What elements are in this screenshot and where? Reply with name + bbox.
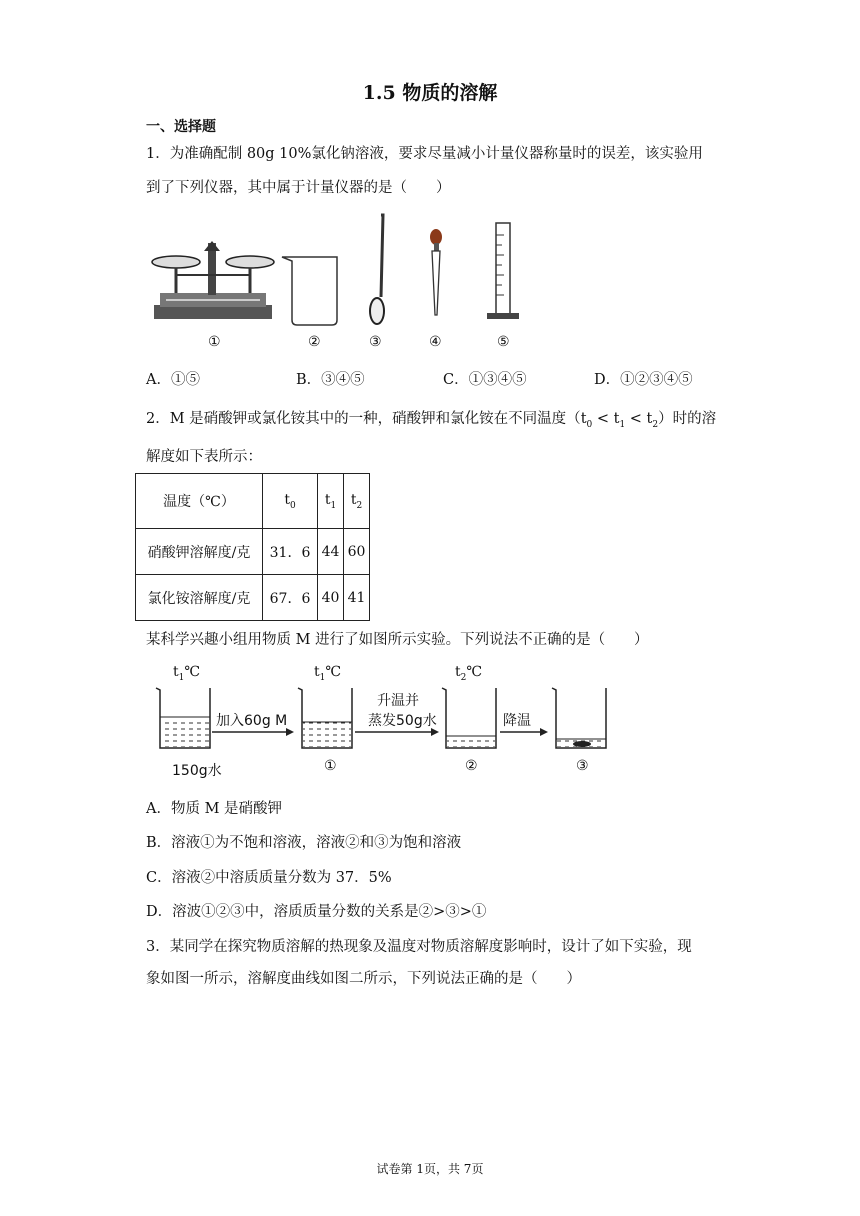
- solution-label-1: ①: [324, 758, 337, 774]
- graduated-cylinder-icon: [487, 223, 519, 319]
- page-footer: 试卷第 1页，共 7页: [376, 1162, 484, 1176]
- q1-option-a[interactable]: A．①⑤: [146, 372, 200, 388]
- q2-line2: 解度如下表所示：: [146, 449, 262, 465]
- beaker-icon: [282, 257, 337, 325]
- temp-label-2: $t_2℃$: [455, 664, 483, 683]
- q2-option-a[interactable]: A．物质 M 是硝酸钾: [146, 801, 283, 817]
- table-row: [136, 529, 370, 575]
- q1-option-c[interactable]: C．①③④⑤: [443, 372, 527, 388]
- table-header-cell: $t_0$: [263, 474, 318, 529]
- q1-line1: 1．为准确配制 80g 10%氯化钠溶液，要求尽量减小计量仪器称量时的误差，该实验用: [146, 146, 703, 162]
- table-header-cell: $t_1$: [318, 474, 344, 529]
- table-cell: 氯化铵溶解度/克: [136, 575, 263, 621]
- table-cell: 41: [344, 575, 370, 621]
- q2-line1-a: 2．M 是硝酸钾或氯化铵其中的一种，硝酸钾和氯化铵在不同温度（: [146, 411, 581, 427]
- instrument-label-4: ④: [429, 334, 442, 350]
- table-cell: 硝酸钾溶解度/克: [136, 529, 263, 575]
- table-cell: 67．6: [263, 575, 318, 621]
- table-row: [136, 575, 370, 621]
- solution-label-3: ③: [576, 758, 589, 774]
- q2-line1: [146, 407, 716, 430]
- instrument-label-1: ①: [208, 334, 221, 350]
- instrument-label-5: ⑤: [497, 334, 510, 350]
- table-header-cell: 温度（℃）: [136, 474, 263, 529]
- balance-icon: [152, 241, 274, 319]
- spoon-icon: [370, 215, 384, 324]
- table-cell: 44: [318, 529, 344, 575]
- instrument-label-2: ②: [308, 334, 321, 350]
- instrument-label-3: ③: [369, 334, 382, 350]
- solubility-table: [135, 473, 370, 621]
- table-cell: 31．6: [263, 529, 318, 575]
- temp-label-1: $t_1℃$: [314, 664, 342, 683]
- q2-option-d[interactable]: D．溶波①②③中，溶质质量分数的关系是②>③>①: [146, 904, 487, 920]
- q3-line1: 3．某同学在探究物质溶解的热现象及温度对物质溶解度影响时，设计了如下实验，现: [146, 939, 692, 955]
- q1-instruments-figure: [140, 205, 560, 355]
- water-label: 150g水: [172, 763, 222, 779]
- page-title: 1.5 物质的溶解: [362, 82, 498, 104]
- table-header-row: [136, 474, 370, 529]
- temp-label-start: $t_1℃$: [173, 664, 201, 683]
- q2-option-c[interactable]: C．溶液②中溶质质量分数为 37．5%: [146, 870, 392, 886]
- q3-line2: 象如图一所示，溶解度曲线如图二所示，下列说法正确的是（ ）: [146, 971, 581, 987]
- table-header-cell: $t_2$: [344, 474, 370, 529]
- dropper-icon: [430, 229, 442, 315]
- q2-condition: $t_0 < t_1 < t_2$: [580, 411, 659, 430]
- q1-line2: 到了下列仪器，其中属于计量仪器的是（ ）: [146, 180, 451, 196]
- step-cool-label: 降温: [503, 713, 531, 729]
- table-cell: 40: [318, 575, 344, 621]
- q1-option-b[interactable]: B．③④⑤: [296, 372, 365, 388]
- q2-line1-b: ）时的溶: [658, 411, 717, 427]
- step-evaporate-label: 蒸发50g水: [368, 713, 437, 729]
- step-add-label: 加入60g M: [216, 713, 288, 729]
- q1-option-d[interactable]: D．①②③④⑤: [594, 372, 693, 388]
- step-heat-label: 升温并: [377, 693, 419, 709]
- q2-option-b[interactable]: B．溶液①为不饱和溶液，溶液②和③为饱和溶液: [146, 835, 462, 851]
- table-cell: 60: [344, 529, 370, 575]
- section-heading: 一、选择题: [146, 119, 216, 135]
- solution-label-2: ②: [465, 758, 478, 774]
- q2-line3: 某科学兴趣小组用物质 M 进行了如图所示实验。下列说法不正确的是（ ）: [146, 632, 649, 648]
